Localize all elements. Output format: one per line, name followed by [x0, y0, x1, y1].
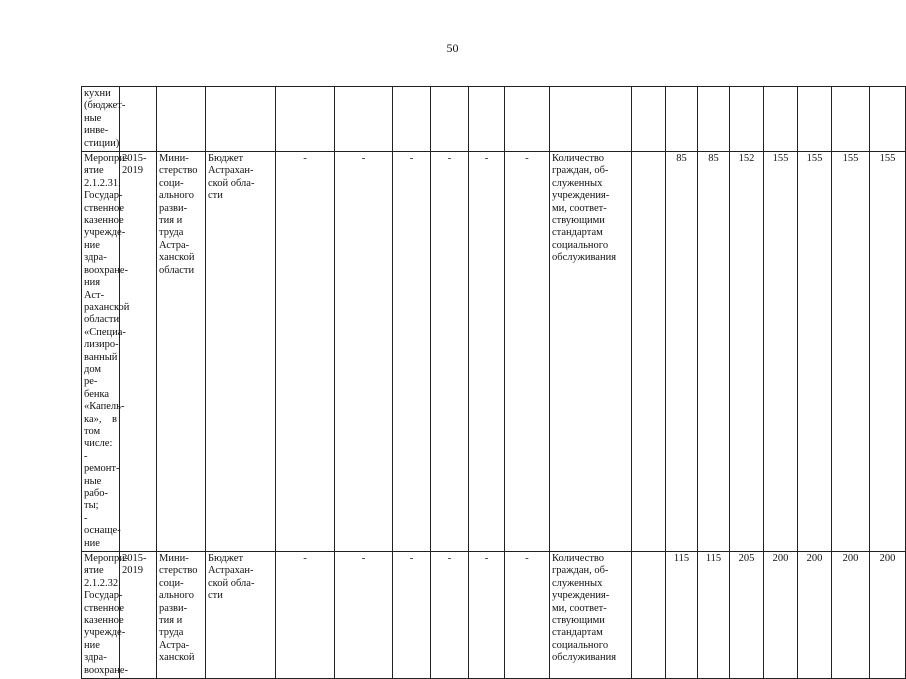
funding-dash-cell: - — [505, 152, 550, 552]
empty-cell — [632, 152, 666, 552]
program-table — [81, 86, 906, 679]
funding-dash-cell: - — [335, 552, 393, 679]
indicator-value-cell: 200 — [870, 552, 906, 679]
measure-name-cell: Меропри- ятие 2.1.2.31. Государ- ственное казенное учрежде- ние здра- воохране- ния Аст- раханской области «Специа- лизиро- ванный дом ре- бенка «Капель- ка», в том числе: - ремонт- ные рабо- ты; - оснаще- ние — [82, 152, 120, 552]
executor-cell: Мини- стерство соци- ального разви- тия и труда Астра- ханской — [157, 552, 206, 679]
funding-dash-cell: - — [431, 152, 469, 552]
funding-dash-cell: - — [393, 152, 431, 552]
indicator-value-cell: 200 — [798, 552, 832, 679]
indicator-cell: Количество граждан, об- служенных учреждения- ми, соответ- ствующими стандартам социального обслуживания — [550, 152, 632, 552]
funding-dash-cell: - — [276, 152, 335, 552]
indicator-value-cell: 155 — [764, 152, 798, 552]
indicator-value-cell: 85 — [698, 152, 730, 552]
period-cell: 2015- 2019 — [120, 152, 157, 552]
funding-dash-cell: - — [276, 552, 335, 679]
table-row-continuation — [82, 87, 906, 152]
page-number: 50 — [446, 41, 459, 55]
funding-dash-cell: - — [431, 552, 469, 679]
indicator-value-cell: 155 — [870, 152, 906, 552]
funding-dash-cell: - — [469, 552, 505, 679]
executor-cell: Мини- стерство соци- ального разви- тия и труда Астра- ханской области — [157, 152, 206, 552]
indicator-value-cell: 205 — [730, 552, 764, 679]
indicator-value-cell: 200 — [832, 552, 870, 679]
table-row-measure-2-1-2-32 — [82, 552, 906, 679]
indicator-value-cell: 115 — [666, 552, 698, 679]
empty-cell — [632, 552, 666, 679]
funding-source-cell: Бюджет Астрахан- ской обла- сти — [206, 552, 276, 679]
funding-source-cell: Бюджет Астрахан- ской обла- сти — [206, 152, 276, 552]
indicator-value-cell: 115 — [698, 552, 730, 679]
table-row-measure-2-1-2-31 — [82, 152, 906, 552]
funding-dash-cell: - — [469, 152, 505, 552]
measure-name-cell: Меропри- ятие 2.1.2.32. Государ- ственное казенное учрежде- ние здра- воохране- — [82, 552, 120, 679]
indicator-value-cell: 85 — [666, 152, 698, 552]
funding-dash-cell: - — [505, 552, 550, 679]
period-cell: 2015- 2019 — [120, 552, 157, 679]
indicator-value-cell: 200 — [764, 552, 798, 679]
funding-dash-cell: - — [393, 552, 431, 679]
row-name-cell: кухни (бюджет- ные инве- стиции) — [82, 87, 120, 152]
indicator-cell: Количество граждан, об- служенных учреждения- ми, соответ- ствующими стандартам социального обслуживания — [550, 552, 632, 679]
funding-dash-cell: - — [335, 152, 393, 552]
indicator-value-cell: 155 — [798, 152, 832, 552]
indicator-value-cell: 155 — [832, 152, 870, 552]
indicator-value-cell: 152 — [730, 152, 764, 552]
